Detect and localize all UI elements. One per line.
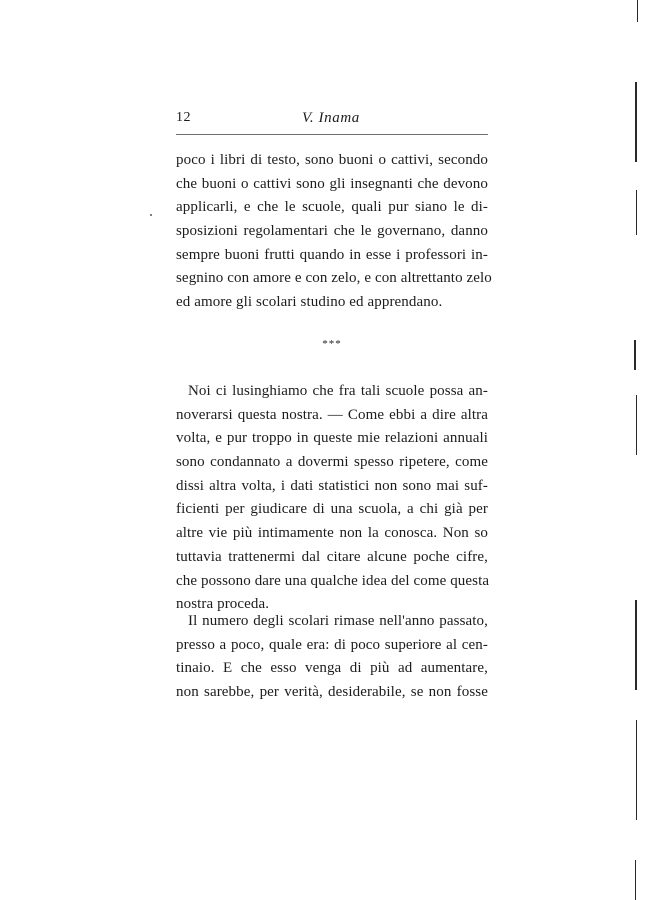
- running-head: V. Inama: [302, 110, 360, 126]
- text-line: Il numero degli scolari rimase nell'anno passato,: [188, 613, 488, 629]
- text-line: tuttavia trattenermi dal citare alcune poche cifre,: [176, 548, 488, 565]
- text-line: segnino con amore e con zelo, e con altrettanto zelo: [176, 270, 492, 287]
- binding-mark: [637, 0, 638, 22]
- binding-mark: [636, 395, 637, 455]
- text-line: non sarebbe, per verità, desiderabile, se non fosse: [176, 684, 488, 701]
- page-header: [176, 106, 488, 130]
- text-line: tinaio. E che esso venga di più ad aumentare,: [176, 660, 488, 677]
- page-edge-binding: [637, 0, 639, 900]
- binding-mark: [635, 82, 637, 162]
- text-line: ed amore gli scolari studino ed apprendano.: [176, 294, 443, 311]
- text-line: Noi ci lusinghiamo che fra tali scuole possa an-: [188, 383, 488, 399]
- text-line: che possono dare una qualche idea del come questa: [176, 572, 490, 589]
- binding-mark: [635, 600, 637, 690]
- text-line: ficienti per giudicare di una scuola, a chi già per: [176, 501, 488, 518]
- text-line: presso a poco, quale era: di poco superiore al cen-: [176, 636, 488, 653]
- text-line: sempre buoni frutti quando in esse i professori in-: [176, 246, 488, 263]
- binding-mark: [636, 720, 637, 820]
- text-line: sono condannato a dovermi spesso ripetere, come: [176, 454, 488, 471]
- paragraph-3: [176, 610, 488, 705]
- text-line: volta, e pur troppo in queste mie relazioni annuali: [176, 430, 488, 447]
- header-rule: [176, 134, 488, 135]
- binding-mark: [636, 190, 637, 235]
- text-line: poco i libri di testo, sono buoni o cattivi, secondo: [176, 152, 488, 168]
- section-separator: ***: [322, 338, 342, 350]
- text-line: sposizioni regolamentari che le governano, danno: [176, 223, 488, 240]
- binding-mark: [634, 340, 636, 370]
- text-line: che buoni o cattivi sono gli insegnanti che devono: [176, 175, 488, 192]
- text-line: dissi altra volta, i dati statistici non sono mai suf-: [176, 477, 488, 494]
- page-number: 12: [176, 110, 191, 125]
- text-line: altre vie più intimamente non la conosca. Non so: [176, 525, 488, 542]
- text-line: applicarli, e che le scuole, quali pur siano le di-: [176, 199, 488, 216]
- text-line: nostra proceda.: [176, 596, 270, 613]
- binding-mark: [635, 860, 636, 900]
- text-line: noverarsi questa nostra. — Come ebbi a dire altra: [176, 406, 488, 423]
- paper-speck: [150, 214, 152, 216]
- paragraph-1: [176, 149, 492, 315]
- paragraph-2: [176, 380, 488, 617]
